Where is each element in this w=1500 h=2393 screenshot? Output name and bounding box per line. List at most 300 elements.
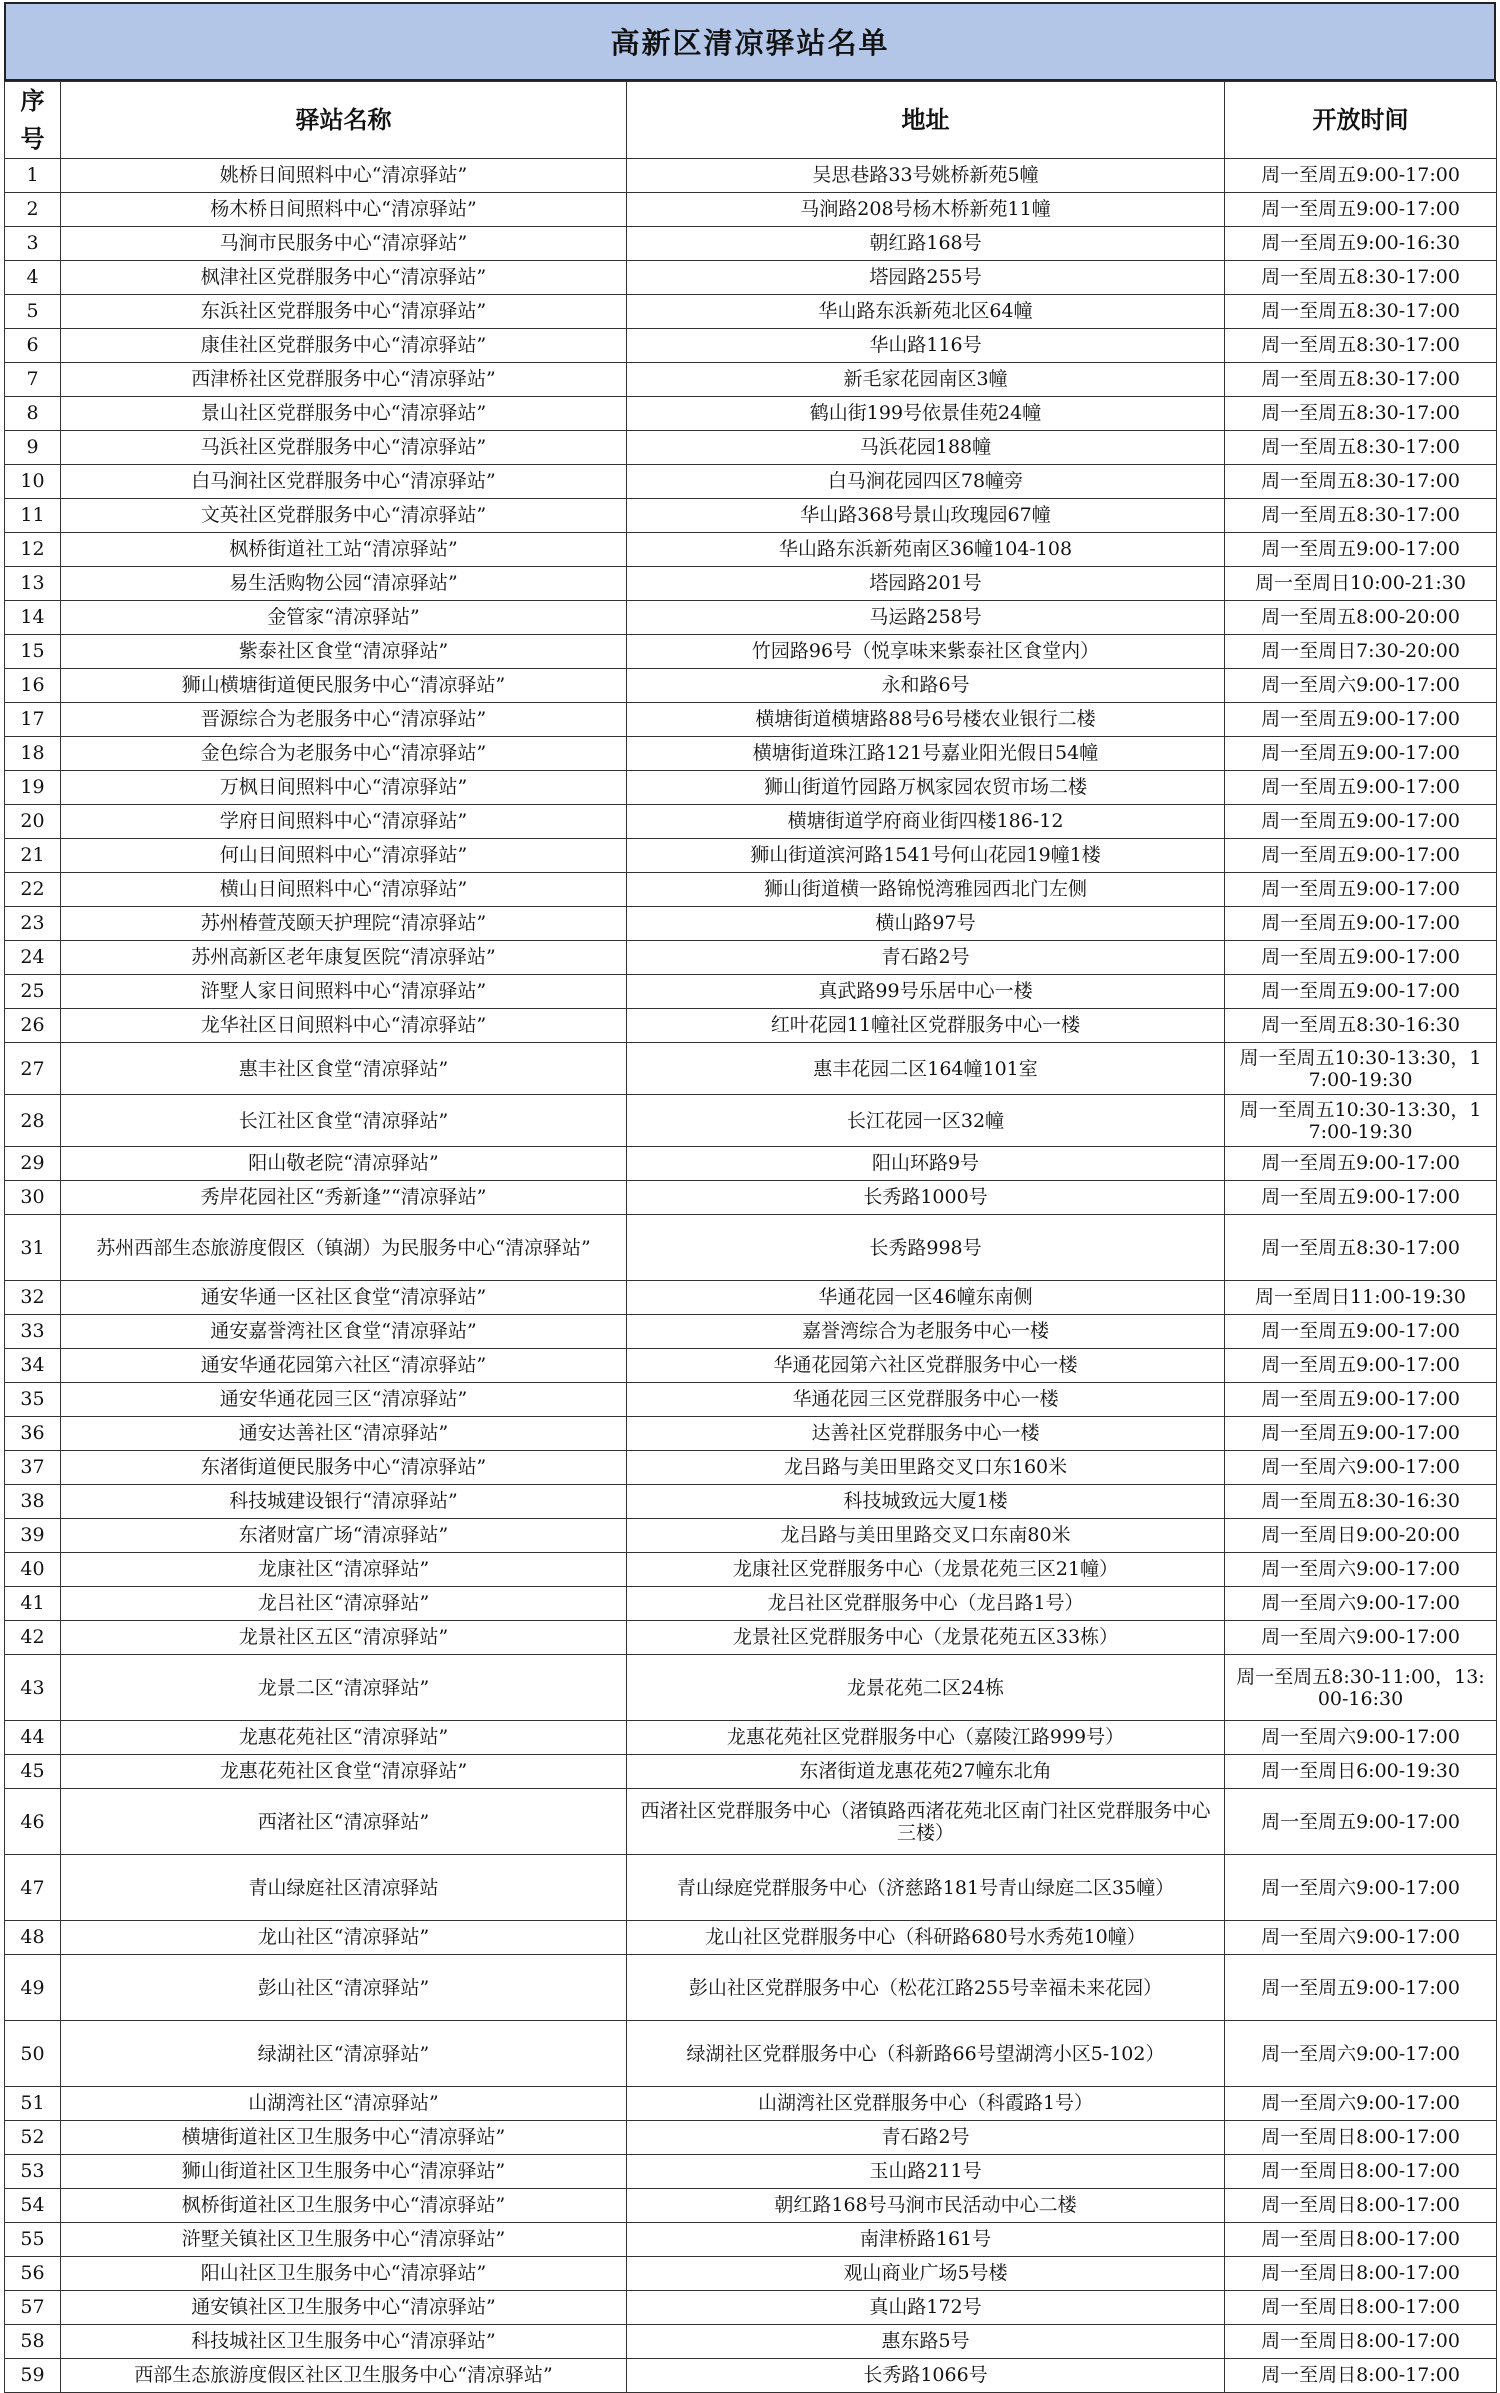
row-index: 35 xyxy=(5,1383,61,1417)
station-address: 青山绿庭党群服务中心（济慈路181号青山绿庭二区35幢） xyxy=(627,1855,1225,1921)
table-row xyxy=(5,363,1497,397)
station-address: 横塘街道学府商业街四楼186-12 xyxy=(627,805,1225,839)
table-row xyxy=(5,1587,1497,1621)
station-address: 龙景社区党群服务中心（龙景花苑五区33栋） xyxy=(627,1621,1225,1655)
row-index: 48 xyxy=(5,1921,61,1955)
station-name: 通安华通花园三区“清凉驿站” xyxy=(61,1383,627,1417)
station-name: 东渚财富广场“清凉驿站” xyxy=(61,1519,627,1553)
station-name: 浒墅关镇社区卫生服务中心“清凉驿站” xyxy=(61,2223,627,2257)
station-name: 阳山社区卫生服务中心“清凉驿站” xyxy=(61,2257,627,2291)
row-index: 12 xyxy=(5,533,61,567)
station-address: 长秀路1000号 xyxy=(627,1181,1225,1215)
station-open-time: 周一至周五9:00-17:00 xyxy=(1225,805,1497,839)
row-index: 34 xyxy=(5,1349,61,1383)
row-index: 13 xyxy=(5,567,61,601)
row-index: 47 xyxy=(5,1855,61,1921)
station-name: 山湖湾社区“清凉驿站” xyxy=(61,2087,627,2121)
row-index: 28 xyxy=(5,1095,61,1147)
table-row xyxy=(5,2257,1497,2291)
station-address: 马浜花园188幢 xyxy=(627,431,1225,465)
station-address: 横塘街道珠江路121号嘉业阳光假日54幢 xyxy=(627,737,1225,771)
row-index: 4 xyxy=(5,261,61,295)
station-name: 横塘街道社区卫生服务中心“清凉驿站” xyxy=(61,2121,627,2155)
station-address: 东渚街道龙惠花苑27幢东北角 xyxy=(627,1755,1225,1789)
station-open-time: 周一至周六9:00-17:00 xyxy=(1225,1553,1497,1587)
station-name: 通安镇社区卫生服务中心“清凉驿站” xyxy=(61,2291,627,2325)
station-address: 真武路99号乐居中心一楼 xyxy=(627,975,1225,1009)
station-name: 景山社区党群服务中心“清凉驿站” xyxy=(61,397,627,431)
station-address: 龙吕社区党群服务中心（龙吕路1号） xyxy=(627,1587,1225,1621)
station-open-time: 周一至周日8:00-17:00 xyxy=(1225,2291,1497,2325)
station-address: 玉山路211号 xyxy=(627,2155,1225,2189)
table-row xyxy=(5,1181,1497,1215)
table-row xyxy=(5,771,1497,805)
station-open-time: 周一至周五10:30-13:30，17:00-19:30 xyxy=(1225,1043,1497,1095)
station-open-time: 周一至周六9:00-17:00 xyxy=(1225,669,1497,703)
station-open-time: 周一至周五9:00-17:00 xyxy=(1225,771,1497,805)
station-open-time: 周一至周五9:00-16:30 xyxy=(1225,227,1497,261)
station-name: 金管家“清凉驿站” xyxy=(61,601,627,635)
row-index: 26 xyxy=(5,1009,61,1043)
station-address: 龙吕路与美田里路交叉口东南80米 xyxy=(627,1519,1225,1553)
station-address: 吴思巷路33号姚桥新苑5幢 xyxy=(627,159,1225,193)
station-name: 横山日间照料中心“清凉驿站” xyxy=(61,873,627,907)
table-row xyxy=(5,941,1497,975)
station-name: 龙康社区“清凉驿站” xyxy=(61,1553,627,1587)
station-open-time: 周一至周五8:30-17:00 xyxy=(1225,261,1497,295)
station-name: 通安华通花园第六社区“清凉驿站” xyxy=(61,1349,627,1383)
station-open-time: 周一至周日8:00-17:00 xyxy=(1225,2223,1497,2257)
table-header-row xyxy=(5,82,1497,159)
row-index: 25 xyxy=(5,975,61,1009)
station-open-time: 周一至周六9:00-17:00 xyxy=(1225,2087,1497,2121)
table-row xyxy=(5,159,1497,193)
table-row xyxy=(5,295,1497,329)
station-address: 狮山街道横一路锦悦湾雅园西北门左侧 xyxy=(627,873,1225,907)
table-row xyxy=(5,975,1497,1009)
station-name: 龙山社区“清凉驿站” xyxy=(61,1921,627,1955)
station-address: 朝红路168号 xyxy=(627,227,1225,261)
station-address: 白马涧花园四区78幢旁 xyxy=(627,465,1225,499)
station-open-time: 周一至周五9:00-17:00 xyxy=(1225,533,1497,567)
table-row xyxy=(5,431,1497,465)
table-row xyxy=(5,1789,1497,1855)
station-name: 龙吕社区“清凉驿站” xyxy=(61,1587,627,1621)
station-open-time: 周一至周五8:30-16:30 xyxy=(1225,1485,1497,1519)
station-address: 鹤山街199号依景佳苑24幢 xyxy=(627,397,1225,431)
table-row xyxy=(5,1095,1497,1147)
station-address: 青石路2号 xyxy=(627,2121,1225,2155)
table-row xyxy=(5,1855,1497,1921)
page-title: 高新区清凉驿站名单 xyxy=(4,2,1496,81)
row-index: 40 xyxy=(5,1553,61,1587)
station-name: 西部生态旅游度假区社区卫生服务中心“清凉驿站” xyxy=(61,2359,627,2393)
station-name: 狮山街道社区卫生服务中心“清凉驿站” xyxy=(61,2155,627,2189)
station-address: 山湖湾社区党群服务中心（科霞路1号） xyxy=(627,2087,1225,2121)
station-name: 马浜社区党群服务中心“清凉驿站” xyxy=(61,431,627,465)
station-name: 文英社区党群服务中心“清凉驿站” xyxy=(61,499,627,533)
row-index: 44 xyxy=(5,1721,61,1755)
table-row xyxy=(5,907,1497,941)
station-open-time: 周一至周日6:00-19:30 xyxy=(1225,1755,1497,1789)
row-index: 37 xyxy=(5,1451,61,1485)
header-open-time: 开放时间 xyxy=(1225,82,1497,159)
table-row xyxy=(5,1009,1497,1043)
station-open-time: 周一至周五9:00-17:00 xyxy=(1225,737,1497,771)
station-open-time: 周一至周六9:00-17:00 xyxy=(1225,1721,1497,1755)
station-open-time: 周一至周五9:00-17:00 xyxy=(1225,193,1497,227)
table-row xyxy=(5,2021,1497,2087)
station-name: 科技城社区卫生服务中心“清凉驿站” xyxy=(61,2325,627,2359)
station-address: 华通花园第六社区党群服务中心一楼 xyxy=(627,1349,1225,1383)
station-name: 龙惠花苑社区“清凉驿站” xyxy=(61,1721,627,1755)
station-address: 长秀路998号 xyxy=(627,1215,1225,1281)
station-address: 狮山街道滨河路1541号何山花园19幢1楼 xyxy=(627,839,1225,873)
station-address: 华山路368号景山玫瑰园67幢 xyxy=(627,499,1225,533)
table-row xyxy=(5,2121,1497,2155)
station-name: 龙惠花苑社区食堂“清凉驿站” xyxy=(61,1755,627,1789)
station-open-time: 周一至周五9:00-17:00 xyxy=(1225,1315,1497,1349)
station-open-time: 周一至周五9:00-17:00 xyxy=(1225,907,1497,941)
row-index: 57 xyxy=(5,2291,61,2325)
station-address: 龙吕路与美田里路交叉口东160米 xyxy=(627,1451,1225,1485)
header-index: 序号 xyxy=(5,82,61,159)
station-open-time: 周一至周日8:00-17:00 xyxy=(1225,2155,1497,2189)
station-address: 塔园路201号 xyxy=(627,567,1225,601)
row-index: 54 xyxy=(5,2189,61,2223)
station-open-time: 周一至周六9:00-17:00 xyxy=(1225,2021,1497,2087)
station-open-time: 周一至周日8:00-17:00 xyxy=(1225,2359,1497,2393)
table-row xyxy=(5,1485,1497,1519)
row-index: 20 xyxy=(5,805,61,839)
station-open-time: 周一至周六9:00-17:00 xyxy=(1225,1451,1497,1485)
station-name: 晋源综合为老服务中心“清凉驿站” xyxy=(61,703,627,737)
station-open-time: 周一至周五8:30-17:00 xyxy=(1225,431,1497,465)
station-address: 观山商业广场5号楼 xyxy=(627,2257,1225,2291)
station-open-time: 周一至周五9:00-17:00 xyxy=(1225,1789,1497,1855)
row-index: 55 xyxy=(5,2223,61,2257)
row-index: 3 xyxy=(5,227,61,261)
station-name: 苏州高新区老年康复医院“清凉驿站” xyxy=(61,941,627,975)
table-row xyxy=(5,2189,1497,2223)
row-index: 1 xyxy=(5,159,61,193)
row-index: 49 xyxy=(5,1955,61,2021)
station-open-time: 周一至周五8:30-17:00 xyxy=(1225,499,1497,533)
station-name: 苏州椿萱茂颐天护理院“清凉驿站” xyxy=(61,907,627,941)
station-address: 惠东路5号 xyxy=(627,2325,1225,2359)
station-name: 龙景二区“清凉驿站” xyxy=(61,1655,627,1721)
station-open-time: 周一至周五9:00-17:00 xyxy=(1225,975,1497,1009)
row-index: 45 xyxy=(5,1755,61,1789)
row-index: 24 xyxy=(5,941,61,975)
table-row xyxy=(5,2155,1497,2189)
station-address: 龙惠花苑社区党群服务中心（嘉陵江路999号） xyxy=(627,1721,1225,1755)
station-open-time: 周一至周六9:00-17:00 xyxy=(1225,1855,1497,1921)
station-address: 红叶花园11幢社区党群服务中心一楼 xyxy=(627,1009,1225,1043)
row-index: 6 xyxy=(5,329,61,363)
table-row xyxy=(5,397,1497,431)
station-address: 华山路116号 xyxy=(627,329,1225,363)
row-index: 29 xyxy=(5,1147,61,1181)
station-open-time: 周一至周五8:30-17:00 xyxy=(1225,295,1497,329)
station-open-time: 周一至周五9:00-17:00 xyxy=(1225,1181,1497,1215)
station-open-time: 周一至周五9:00-17:00 xyxy=(1225,1349,1497,1383)
row-index: 19 xyxy=(5,771,61,805)
station-address: 朝红路168号马涧市民活动中心二楼 xyxy=(627,2189,1225,2223)
station-name: 通安达善社区“清凉驿站” xyxy=(61,1417,627,1451)
table-row xyxy=(5,839,1497,873)
row-index: 18 xyxy=(5,737,61,771)
station-open-time: 周一至周五9:00-17:00 xyxy=(1225,1955,1497,2021)
table-row xyxy=(5,1383,1497,1417)
table-row xyxy=(5,737,1497,771)
station-open-time: 周一至周六9:00-17:00 xyxy=(1225,1621,1497,1655)
station-name: 学府日间照料中心“清凉驿站” xyxy=(61,805,627,839)
station-open-time: 周一至周五9:00-17:00 xyxy=(1225,1417,1497,1451)
station-name: 白马涧社区党群服务中心“清凉驿站” xyxy=(61,465,627,499)
station-address: 青石路2号 xyxy=(627,941,1225,975)
station-name: 通安嘉誉湾社区食堂“清凉驿站” xyxy=(61,1315,627,1349)
station-address: 长江花园一区32幢 xyxy=(627,1095,1225,1147)
table-row xyxy=(5,465,1497,499)
station-name: 万枫日间照料中心“清凉驿站” xyxy=(61,771,627,805)
station-address: 横塘街道横塘路88号6号楼农业银行二楼 xyxy=(627,703,1225,737)
table-row xyxy=(5,1215,1497,1281)
station-name: 科技城建设银行“清凉驿站” xyxy=(61,1485,627,1519)
table-row xyxy=(5,261,1497,295)
station-table xyxy=(4,81,1497,2393)
table-row xyxy=(5,533,1497,567)
station-name: 金色综合为老服务中心“清凉驿站” xyxy=(61,737,627,771)
station-name: 杨木桥日间照料中心“清凉驿站” xyxy=(61,193,627,227)
station-address: 彭山社区党群服务中心（松花江路255号幸福未来花园） xyxy=(627,1955,1225,2021)
station-address: 塔园路255号 xyxy=(627,261,1225,295)
row-index: 15 xyxy=(5,635,61,669)
station-name: 东浜社区党群服务中心“清凉驿站” xyxy=(61,295,627,329)
station-open-time: 周一至周日8:00-17:00 xyxy=(1225,2189,1497,2223)
table-row xyxy=(5,669,1497,703)
station-open-time: 周一至周五9:00-17:00 xyxy=(1225,873,1497,907)
table-row xyxy=(5,1315,1497,1349)
row-index: 50 xyxy=(5,2021,61,2087)
table-row xyxy=(5,703,1497,737)
station-name: 康佳社区党群服务中心“清凉驿站” xyxy=(61,329,627,363)
row-index: 56 xyxy=(5,2257,61,2291)
station-open-time: 周一至周五8:30-17:00 xyxy=(1225,1215,1497,1281)
station-open-time: 周一至周日7:30-20:00 xyxy=(1225,635,1497,669)
table-row xyxy=(5,1349,1497,1383)
station-address: 龙景花苑二区24栋 xyxy=(627,1655,1225,1721)
station-address: 竹园路96号（悦享味来紫泰社区食堂内） xyxy=(627,635,1225,669)
station-address: 惠丰花园二区164幢101室 xyxy=(627,1043,1225,1095)
station-open-time: 周一至周五9:00-17:00 xyxy=(1225,941,1497,975)
station-address: 长秀路1066号 xyxy=(627,2359,1225,2393)
row-index: 10 xyxy=(5,465,61,499)
table-row xyxy=(5,635,1497,669)
row-index: 14 xyxy=(5,601,61,635)
station-open-time: 周一至周日8:00-17:00 xyxy=(1225,2257,1497,2291)
station-name: 彭山社区“清凉驿站” xyxy=(61,1955,627,2021)
station-address: 永和路6号 xyxy=(627,669,1225,703)
station-name: 枫桥街道社区卫生服务中心“清凉驿站” xyxy=(61,2189,627,2223)
station-name: 何山日间照料中心“清凉驿站” xyxy=(61,839,627,873)
station-open-time: 周一至周日9:00-20:00 xyxy=(1225,1519,1497,1553)
table-row xyxy=(5,2223,1497,2257)
station-address: 马运路258号 xyxy=(627,601,1225,635)
station-address: 华山路东浜新苑南区36幢104-108 xyxy=(627,533,1225,567)
station-address: 达善社区党群服务中心一楼 xyxy=(627,1417,1225,1451)
row-index: 2 xyxy=(5,193,61,227)
station-open-time: 周一至周五8:30-17:00 xyxy=(1225,397,1497,431)
station-open-time: 周一至周五8:30-17:00 xyxy=(1225,465,1497,499)
station-name: 通安华通一区社区食堂“清凉驿站” xyxy=(61,1281,627,1315)
row-index: 31 xyxy=(5,1215,61,1281)
station-name: 阳山敬老院“清凉驿站” xyxy=(61,1147,627,1181)
station-address: 真山路172号 xyxy=(627,2291,1225,2325)
station-open-time: 周一至周五9:00-17:00 xyxy=(1225,159,1497,193)
station-open-time: 周一至周日10:00-21:30 xyxy=(1225,567,1497,601)
row-index: 52 xyxy=(5,2121,61,2155)
table-row xyxy=(5,193,1497,227)
row-index: 38 xyxy=(5,1485,61,1519)
station-name: 枫津社区党群服务中心“清凉驿站” xyxy=(61,261,627,295)
station-address: 华山路东浜新苑北区64幢 xyxy=(627,295,1225,329)
row-index: 58 xyxy=(5,2325,61,2359)
row-index: 8 xyxy=(5,397,61,431)
table-row xyxy=(5,1655,1497,1721)
station-open-time: 周一至周五8:30-17:00 xyxy=(1225,329,1497,363)
table-row xyxy=(5,873,1497,907)
table-row xyxy=(5,1955,1497,2021)
station-address: 绿湖社区党群服务中心（科新路66号望湖湾小区5-102） xyxy=(627,2021,1225,2087)
row-index: 30 xyxy=(5,1181,61,1215)
table-row xyxy=(5,227,1497,261)
row-index: 32 xyxy=(5,1281,61,1315)
table-row xyxy=(5,2359,1497,2393)
station-name: 绿湖社区“清凉驿站” xyxy=(61,2021,627,2087)
station-open-time: 周一至周五9:00-17:00 xyxy=(1225,839,1497,873)
station-name: 西津桥社区党群服务中心“清凉驿站” xyxy=(61,363,627,397)
row-index: 33 xyxy=(5,1315,61,1349)
row-index: 23 xyxy=(5,907,61,941)
station-open-time: 周一至周五9:00-17:00 xyxy=(1225,1383,1497,1417)
station-name: 西渚社区“清凉驿站” xyxy=(61,1789,627,1855)
row-index: 39 xyxy=(5,1519,61,1553)
station-name: 易生活购物公园“清凉驿站” xyxy=(61,567,627,601)
row-index: 5 xyxy=(5,295,61,329)
table-row xyxy=(5,567,1497,601)
station-open-time: 周一至周日8:00-17:00 xyxy=(1225,2325,1497,2359)
table-row xyxy=(5,2087,1497,2121)
header-station-name: 驿站名称 xyxy=(61,82,627,159)
station-open-time: 周一至周五8:30-16:30 xyxy=(1225,1009,1497,1043)
row-index: 36 xyxy=(5,1417,61,1451)
station-address: 阳山环路9号 xyxy=(627,1147,1225,1181)
row-index: 51 xyxy=(5,2087,61,2121)
station-open-time: 周一至周五8:00-20:00 xyxy=(1225,601,1497,635)
station-open-time: 周一至周五9:00-17:00 xyxy=(1225,1147,1497,1181)
row-index: 17 xyxy=(5,703,61,737)
table-row xyxy=(5,2291,1497,2325)
row-index: 21 xyxy=(5,839,61,873)
table-row xyxy=(5,1043,1497,1095)
station-address: 新毛家花园南区3幢 xyxy=(627,363,1225,397)
station-address: 华通花园三区党群服务中心一楼 xyxy=(627,1383,1225,1417)
row-index: 11 xyxy=(5,499,61,533)
table-row xyxy=(5,1147,1497,1181)
row-index: 27 xyxy=(5,1043,61,1095)
row-index: 22 xyxy=(5,873,61,907)
table-row xyxy=(5,1721,1497,1755)
row-index: 42 xyxy=(5,1621,61,1655)
station-open-time: 周一至周五10:30-13:30，17:00-19:30 xyxy=(1225,1095,1497,1147)
station-address: 西渚社区党群服务中心（渚镇路西渚花苑北区南门社区党群服务中心三楼） xyxy=(627,1789,1225,1855)
row-index: 43 xyxy=(5,1655,61,1721)
table-row xyxy=(5,1417,1497,1451)
row-index: 59 xyxy=(5,2359,61,2393)
station-address: 科技城致远大厦1楼 xyxy=(627,1485,1225,1519)
station-name: 龙华社区日间照料中心“清凉驿站” xyxy=(61,1009,627,1043)
table-row xyxy=(5,601,1497,635)
station-open-time: 周一至周五9:00-17:00 xyxy=(1225,703,1497,737)
station-name: 枫桥街道社工站“清凉驿站” xyxy=(61,533,627,567)
station-address: 龙康社区党群服务中心（龙景花苑三区21幢） xyxy=(627,1553,1225,1587)
station-address: 南津桥路161号 xyxy=(627,2223,1225,2257)
table-row xyxy=(5,1755,1497,1789)
station-name: 浒墅人家日间照料中心“清凉驿站” xyxy=(61,975,627,1009)
station-name: 秀岸花园社区“秀新逢”“清凉驿站” xyxy=(61,1181,627,1215)
row-index: 16 xyxy=(5,669,61,703)
row-index: 41 xyxy=(5,1587,61,1621)
table-row xyxy=(5,499,1497,533)
station-name: 马涧市民服务中心“清凉驿站” xyxy=(61,227,627,261)
table-row xyxy=(5,2325,1497,2359)
row-index: 9 xyxy=(5,431,61,465)
station-name: 苏州西部生态旅游度假区（镇湖）为民服务中心“清凉驿站” xyxy=(61,1215,627,1281)
station-address: 华通花园一区46幢东南侧 xyxy=(627,1281,1225,1315)
table-row xyxy=(5,1921,1497,1955)
table-row xyxy=(5,1519,1497,1553)
station-name: 东渚街道便民服务中心“清凉驿站” xyxy=(61,1451,627,1485)
station-name: 狮山横塘街道便民服务中心“清凉驿站” xyxy=(61,669,627,703)
station-open-time: 周一至周日8:00-17:00 xyxy=(1225,2121,1497,2155)
table-row xyxy=(5,1451,1497,1485)
table-row xyxy=(5,1553,1497,1587)
table-row xyxy=(5,329,1497,363)
station-address: 嘉誉湾综合为老服务中心一楼 xyxy=(627,1315,1225,1349)
station-address: 狮山街道竹园路万枫家园农贸市场二楼 xyxy=(627,771,1225,805)
station-name: 姚桥日间照料中心“清凉驿站” xyxy=(61,159,627,193)
station-open-time: 周一至周五8:30-17:00 xyxy=(1225,363,1497,397)
station-address: 横山路97号 xyxy=(627,907,1225,941)
row-index: 7 xyxy=(5,363,61,397)
row-index: 46 xyxy=(5,1789,61,1855)
row-index: 53 xyxy=(5,2155,61,2189)
table-row xyxy=(5,805,1497,839)
station-open-time: 周一至周五8:30-11:00，13:00-16:30 xyxy=(1225,1655,1497,1721)
station-name: 青山绿庭社区清凉驿站 xyxy=(61,1855,627,1921)
station-name: 龙景社区五区“清凉驿站” xyxy=(61,1621,627,1655)
station-name: 长江社区食堂“清凉驿站” xyxy=(61,1095,627,1147)
station-address: 龙山社区党群服务中心（科研路680号水秀苑10幢） xyxy=(627,1921,1225,1955)
station-open-time: 周一至周六9:00-17:00 xyxy=(1225,1587,1497,1621)
station-address: 马涧路208号杨木桥新苑11幢 xyxy=(627,193,1225,227)
header-address: 地址 xyxy=(627,82,1225,159)
table-row xyxy=(5,1281,1497,1315)
station-open-time: 周一至周日11:00-19:30 xyxy=(1225,1281,1497,1315)
station-open-time: 周一至周六9:00-17:00 xyxy=(1225,1921,1497,1955)
station-name: 紫泰社区食堂“清凉驿站” xyxy=(61,635,627,669)
